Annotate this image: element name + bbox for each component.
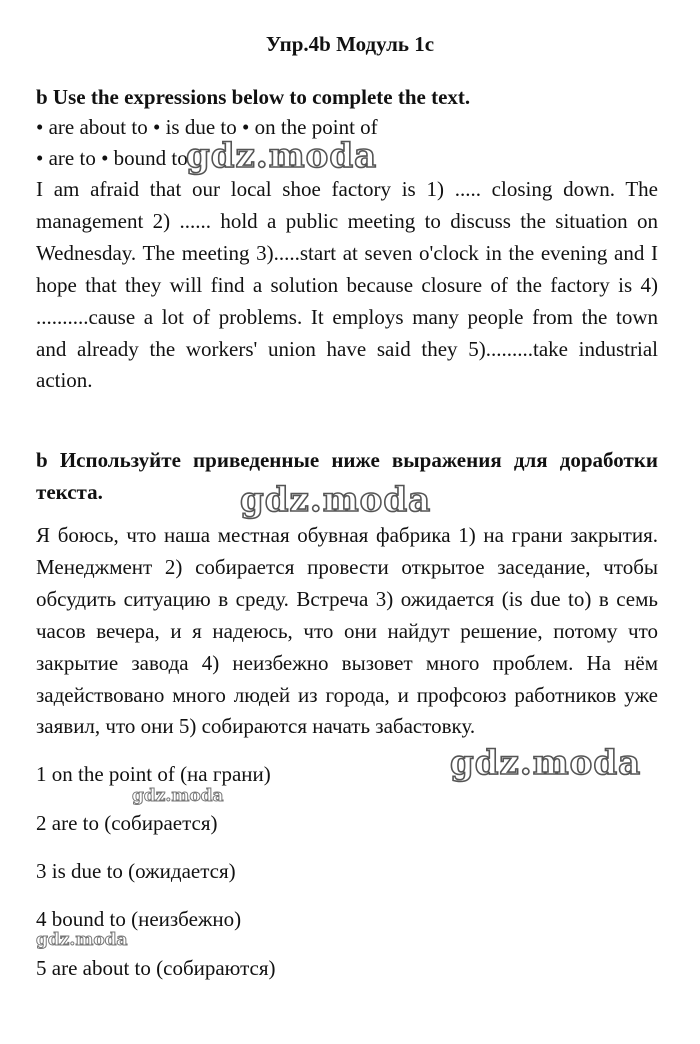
watermark: gdz.moda [132, 786, 224, 806]
watermark: gdz.moda [240, 480, 432, 520]
russian-text-line: задействовано много людей из города, и профсоюз работников уже [36, 683, 658, 707]
russian-text-line: заявил, что они 5) собираются начать забастовку. [36, 714, 476, 738]
russian-instruction-line-2: текста. [36, 480, 103, 504]
english-text-line: ..........cause a lot of problems. It employs many people from the town [36, 305, 658, 329]
russian-instruction-line-1: b Используйте приведенные ниже выражения для доработки [36, 448, 658, 472]
russian-text-line: Менеджмент 2) собирается провести открытое заседание, чтобы [36, 555, 658, 579]
page-title: Упр.4b Модуль 1с [265, 32, 435, 56]
russian-text-line: часов вечера, и я надеюсь, что они найдут решение, потому что [36, 619, 658, 643]
english-text-line: management 2) ...... hold a public meeting to discuss the situation on [36, 209, 658, 233]
english-text-line: and already the workers' union have said they 5).........take industrial [36, 337, 658, 361]
english-text-line: action. [36, 368, 93, 392]
answer-item: 2 are to (собирается) [36, 811, 218, 835]
russian-text-line: закрытие завода 4) неизбежно вызовет много проблем. На нём [36, 651, 658, 675]
english-text-line: I am afraid that our local shoe factory is 1) ..... closing down. The [36, 177, 658, 201]
watermark: gdz.moda [186, 136, 378, 176]
expressions-line-1: • are about to • is due to • on the point of [36, 115, 378, 139]
answer-item: 1 on the point of (на грани) [36, 762, 271, 786]
english-text-line: hope that they will find a solution because closure of the factory is 4) [36, 273, 658, 297]
english-text-line: Wednesday. The meeting 3).....start at seven o'clock in the evening and I [36, 241, 658, 265]
russian-text-line: обсудить ситуацию в среду. Встреча 3) ожидается (is due to) в семь [36, 587, 658, 611]
answer-item: 4 bound to (неизбежно) [36, 907, 242, 931]
watermark: gdz.moda [450, 743, 642, 783]
russian-text-line: Я боюсь, что наша местная обувная фабрика 1) на грани закрытия. [36, 523, 658, 547]
english-instruction: b Use the expressions below to complete the text. [36, 85, 471, 109]
answer-item: 3 is due to (ожидается) [36, 859, 236, 883]
expressions-line-2: • are to • bound to [36, 146, 188, 170]
watermark: gdz.moda [36, 930, 128, 950]
answer-item: 5 are about to (собираются) [36, 956, 276, 980]
